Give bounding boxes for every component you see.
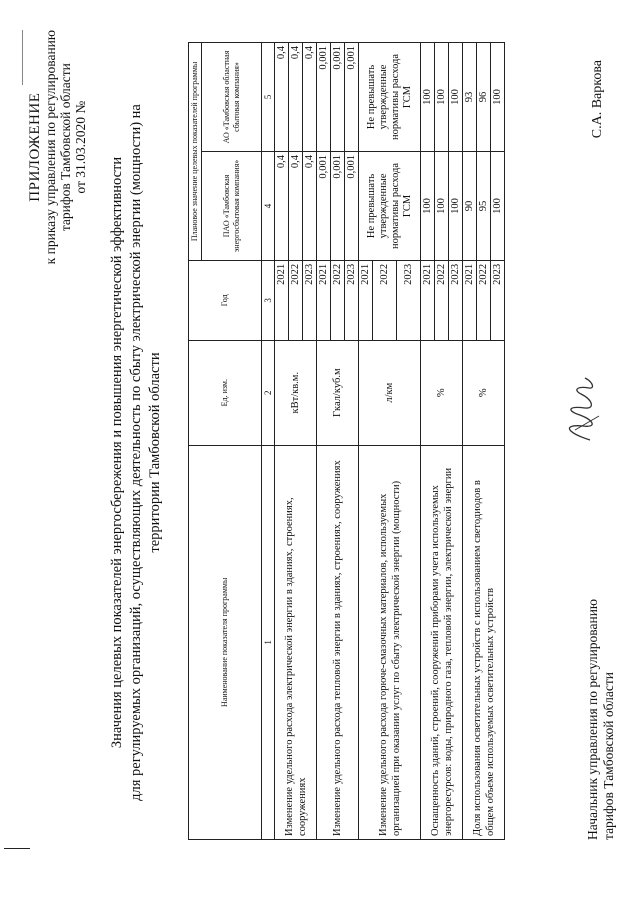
signatory-position [585, 599, 617, 840]
year-cell: 2021 [421, 260, 435, 340]
signatory-name: С.А. Варкова [590, 60, 605, 139]
appendix-date: от 31.03.2020 № [73, 100, 88, 194]
indicator-unit: % [463, 340, 505, 445]
year-cell: 2023 [397, 260, 421, 340]
indicator-unit: % [421, 340, 463, 445]
table-row [359, 43, 373, 840]
value-org1: 0,001 [345, 151, 359, 260]
year-cell: 2022 [435, 260, 449, 340]
header-org1: ПАО «Тамбовская энергосбытовая компания» [202, 151, 262, 260]
value-org1: 0,001 [317, 151, 331, 260]
value-org2: 0,001 [345, 43, 359, 152]
indicator-unit: л/км [359, 340, 421, 445]
col-number: 1 [262, 445, 275, 839]
col-number: 4 [262, 151, 275, 260]
year-cell: 2021 [275, 260, 289, 340]
value-org1: 0,4 [275, 151, 289, 260]
appendix-line: к приказу управления по регулированию [43, 30, 58, 265]
value-org1: 95 [477, 151, 491, 260]
year-cell: 2021 [463, 260, 477, 340]
col-number: 5 [262, 43, 275, 152]
value-org2: 0,001 [331, 43, 345, 152]
title-line: Значения целевых показателей энергосбережения и повышения энергетической эффективности [109, 156, 125, 749]
handwritten-signature [555, 370, 605, 450]
year-cell: 2021 [317, 260, 331, 340]
year-cell: 2022 [289, 260, 303, 340]
year-cell: 2023 [449, 260, 463, 340]
year-cell: 2022 [331, 260, 345, 340]
document-title [108, 60, 165, 845]
appendix-line: тарифов Тамбовской области [58, 63, 73, 232]
value-org2: 96 [477, 43, 491, 152]
title-line: для регулируемых организаций, осуществляющих деятельность по сбыту электрической энергии (мощности) на [128, 104, 144, 801]
header-name: Наименование показателя программы [189, 445, 262, 839]
value-org2: 0,4 [289, 43, 303, 152]
appendix-block [28, 30, 88, 264]
indicator-name: Оснащенность зданий, строений, сооружений приборами учета используемых энергоресурсов: воды, природного газа, тепловой энергии, электрической энергии [421, 445, 463, 839]
value-org2: 0,4 [303, 43, 317, 152]
year-cell: 2021 [359, 260, 373, 340]
value-org1: Не превышать утвержденные нормативы расхода ГСМ [359, 151, 421, 260]
value-org1: 0,001 [331, 151, 345, 260]
indicator-unit: кВт/кв.м. [275, 340, 317, 445]
value-org2: 0,001 [317, 43, 331, 152]
header-org2: АО «Тамбовская областная сбытовая компания» [202, 43, 262, 152]
table-row [421, 43, 435, 840]
value-org2: 100 [435, 43, 449, 152]
title-line: территории Тамбовской области [147, 352, 163, 553]
indicator-name: Изменение удельного расхода электрической энергии в зданиях, строениях, сооружениях [275, 445, 317, 839]
signatory-position-line: Начальник управления по регулированию [585, 598, 600, 840]
year-cell: 2022 [477, 260, 491, 340]
signatory-position-line: тарифов Тамбовской области [601, 672, 616, 840]
value-org1: 0,4 [303, 151, 317, 260]
value-org1: 90 [463, 151, 477, 260]
col-number: 3 [262, 260, 275, 340]
indicator-unit: Гкал/куб.м [317, 340, 359, 445]
col-number: 2 [262, 340, 275, 445]
value-org1: 100 [421, 151, 435, 260]
indicator-name: Изменение удельного расхода горюче-смазочных материалов, используемых организацией при оказании услуг по сбыту электрической энергии (мощности) [359, 445, 421, 839]
header-unit: Ед. изм. [189, 340, 262, 445]
value-org2: 0,4 [275, 43, 289, 152]
table-row [463, 43, 477, 840]
value-org2: 100 [491, 43, 505, 152]
header-year: Год [189, 260, 262, 340]
value-org2: Не превышать утвержденные нормативы расхода ГСМ [359, 43, 421, 152]
indicator-name: Доля использования осветительных устройств с использованием светодиодов в общем объеме используемых осветительных устройств [463, 445, 505, 839]
header-planned: Плановое значение целевых показателей программы [189, 43, 202, 261]
year-cell: 2023 [345, 260, 359, 340]
year-cell: 2022 [373, 260, 397, 340]
value-org2: 100 [421, 43, 435, 152]
table-row [317, 43, 331, 840]
value-org2: 93 [463, 43, 477, 152]
year-cell: 2023 [303, 260, 317, 340]
indicators-table [188, 42, 505, 840]
table-row [275, 43, 289, 840]
year-cell: 2023 [491, 260, 505, 340]
indicator-name: Изменение удельного расхода тепловой энергии в зданиях, строениях, сооружениях [317, 445, 359, 839]
value-org2: 100 [449, 43, 463, 152]
value-org1: 100 [435, 151, 449, 260]
appendix-heading: ПРИЛОЖЕНИЕ [27, 92, 43, 202]
value-org1: 100 [491, 151, 505, 260]
value-org1: 100 [449, 151, 463, 260]
value-org1: 0,4 [289, 151, 303, 260]
